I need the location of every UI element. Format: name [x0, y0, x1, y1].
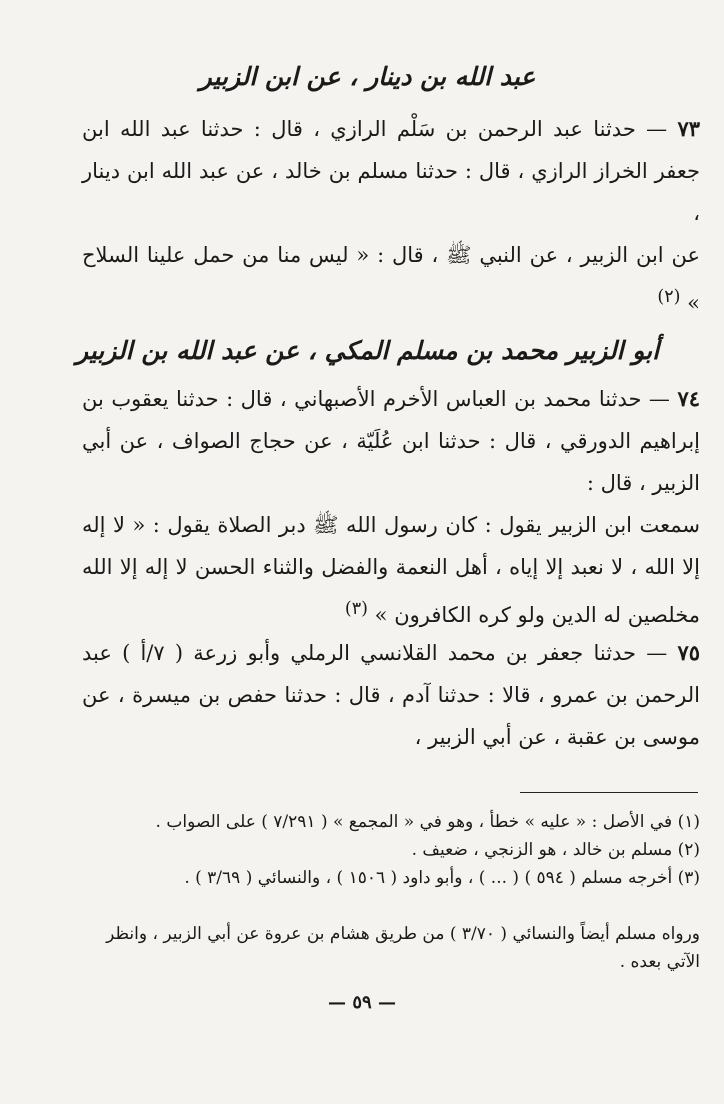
hadith-number: ٧٤ — [677, 386, 700, 411]
hadith-74 — [82, 378, 700, 504]
hadith-isnad: — حدثنا عبد الرحمن بن سَلْم الرازي ، قال : حدثنا عبد الله ابن جعفر الخراز الرازي ، قال : حدثنا مسلم بن خالد ، عن عبد الله ابن دينار ، — [82, 117, 700, 225]
section-heading: أبو الزبير محمد بن مسلم المكي ، عن عبد الله بن الزبير — [75, 336, 660, 365]
footnote: ورواه مسلم أيضاً والنسائي ( ٣/٧٠ ) من طريق هشام بن عروة عن أبي الزبير ، وانظر الآتي بعده . — [106, 924, 700, 972]
hadith-number: ٧٣ — [677, 116, 700, 141]
hadith-number: ٧٥ — [677, 640, 701, 665]
hadith-73-matn — [82, 234, 700, 324]
footnote-marker: (٢) — [657, 287, 681, 307]
footnote: (١) في الأصل : « عليه » خطأ ، وهو في « المجمع » ( ٧/٢٩١ ) على الصواب . — [155, 812, 700, 832]
hadith-isnad: — حدثنا محمد بن العباس الأخرم الأصبهاني ، قال : حدثنا يعقوب بن إبراهيم الدورقي ، قال : حدثنا ابن عُلَيّة ، عن حجاج الصواف ، عن أبي الزبير ، قال : — [82, 387, 700, 495]
footnote: (٢) مسلم بن خالد ، هو الزنجي ، ضعيف . — [411, 840, 700, 860]
section-heading: عبد الله بن دينار ، عن ابن الزبير — [199, 62, 536, 91]
footnote: (٣) أخرجه مسلم ( ٥٩٤ ) ( ... ) ، وأبو داود ( ١٥٠٦ ) ، والنسائي ( ٣/٦٩ ) . — [184, 868, 700, 888]
hadith-75 — [82, 632, 700, 758]
hadith-isnad: — حدثنا جعفر بن محمد القلانسي الرملي وأبو زرعة ( ٧/أ ) عبد الرحمن بن عمرو ، قالا : حدثنا آدم ، قال : حدثنا حفص بن ميسرة ، عن موسى بن عقبة ، عن أبي الزبير ، — [82, 641, 700, 749]
page-number: — ٥٩ — — [328, 992, 396, 1013]
hadith-73 — [82, 108, 700, 234]
hadith-matn: سمعت ابن الزبير يقول : كان رسول الله ﷺ دبر الصلاة يقول : « لا إله إلا الله ، لا نعبد إلا إياه ، أهل النعمة والفضل والثناء الحسن لا إله إلا الله مخلصين له الدين ولو كره الكافرون » — [82, 513, 700, 627]
footnote-divider — [520, 792, 698, 793]
hadith-matn: عن ابن الزبير ، عن النبي ﷺ ، قال : « ليس منا من حمل علينا السلاح » — [82, 243, 700, 315]
footnote-marker: (٣) — [344, 599, 368, 619]
hadith-74-matn — [82, 504, 700, 636]
